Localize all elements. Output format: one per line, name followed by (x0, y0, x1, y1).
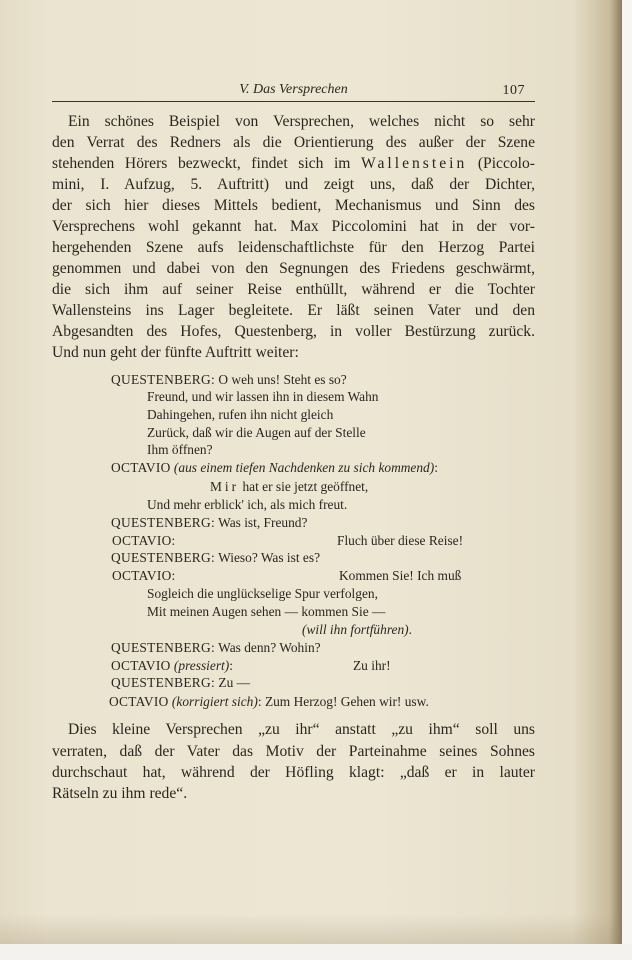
dialogue-line (111, 549, 320, 567)
dialogue-line (111, 459, 438, 477)
dialogue-line (111, 639, 321, 657)
text-line: Rätseln zu ihm rede“. (52, 785, 188, 802)
text-line: hergehenden Szene aufs leidenschaftlichste für den Herzog Partei (52, 239, 535, 256)
header-rule (52, 101, 535, 102)
stage-direction: (pressiert) (173, 658, 230, 673)
speaker: OCTAVIO: (112, 533, 176, 548)
dialogue-line: Mit meinen Augen sehen — kommen Sie — (147, 604, 386, 619)
speech: Zu — (218, 675, 251, 690)
dialogue-line (111, 674, 250, 692)
speech: hat er sie jetzt geöffnet, (239, 479, 369, 494)
text-line: mini, I. Aufzug, 5. Auftritt) und zeigt uns, daß der Dichter, (52, 176, 535, 193)
text-line: Abgesandten des Hofes, Questenberg, in voller Bestürzung zurück. (52, 323, 535, 340)
dialogue-line: Und mehr erblick' ich, als mich freut. (147, 497, 348, 512)
text-line: verraten, daß der Vater das Motiv der Parteinahme seines Sohnes (52, 743, 535, 760)
stage-direction: (aus einem tiefen Nachdenken zu sich kommend) (173, 460, 435, 475)
dialogue-line (302, 621, 412, 639)
dialogue-line (112, 567, 462, 585)
dialogue-line: Ihm öffnen? (147, 442, 213, 457)
speech: Was ist, Freund? (218, 515, 308, 530)
stage-direction: (will ihn fortführen) (302, 622, 409, 637)
colon: : (257, 694, 262, 709)
dialogue-line: Freund, und wir lassen ihn in diesem Wahn (147, 389, 379, 404)
text-line: den Verrat des Redners als die Orientierung des außer der Szene (52, 134, 535, 151)
colon: : (229, 658, 233, 673)
speaker: QUESTENBERG: (111, 675, 216, 690)
dialogue-line (111, 514, 307, 532)
text-line: die sich ihm auf seiner Reise enthüllt, während er die Tochter (52, 281, 535, 298)
speaker: OCTAVIO (111, 658, 171, 673)
dialogue-line: Sogleich die unglückselige Spur verfolgen, (147, 586, 378, 601)
stage-direction: (korrigiert sich) (171, 694, 258, 709)
dialogue-line: Dahingehen, rufen ihn nicht gleich (147, 407, 334, 422)
speech: Zu ihr! (353, 658, 391, 673)
text-line: Versprechens wohl gekannt hat. Max Piccolomini hat in der vor- (52, 218, 535, 235)
dialogue-line (111, 371, 347, 389)
dialogue-line (112, 532, 464, 550)
speaker: OCTAVIO (111, 460, 171, 475)
speech: Wieso? Was ist es? (218, 550, 321, 565)
text-segment: (Piccolo- (467, 155, 535, 172)
speech: Kommen Sie! Ich muß (339, 568, 462, 583)
spaced-title-wallenstein: Wallenstein (361, 155, 468, 172)
spaced-word: Mir (210, 479, 240, 494)
dialogue-line: Zurück, daß wir die Augen auf der Stelle (147, 425, 366, 440)
text-line: Dies kleine Versprechen „zu ihr“ anstatt „zu ihm“ soll uns (68, 721, 535, 738)
speaker: QUESTENBERG: (111, 550, 216, 565)
speech: Fluch über diese Reise! (337, 533, 464, 548)
page-number: 107 (502, 83, 525, 98)
speech: Was denn? Wohin? (218, 640, 321, 655)
scan-margin (622, 0, 632, 944)
speech: Zum Herzog! Gehen wir! usw. (264, 694, 429, 709)
colon: : (434, 460, 438, 475)
dialogue-line (210, 478, 368, 496)
text-segment: stehenden Hörers bezweckt, findet sich im (52, 155, 362, 172)
running-header-title: V. Das Versprechen (239, 82, 348, 97)
text-line: der sich hier dieses Mittels bedient, Mechanismus und Sinn des (52, 197, 535, 214)
speaker: OCTAVIO: (112, 568, 176, 583)
speaker: QUESTENBERG: (111, 515, 216, 530)
text-line: durchschaut hat, während der Höfling klagt: „daß er in lauter (52, 764, 535, 781)
period: . (408, 622, 412, 637)
text-line: genommen und dabei von den Segnungen des Friedens geschwärmt, (52, 260, 535, 277)
speech: O weh uns! Steht es so? (218, 372, 347, 387)
text-line (52, 154, 535, 174)
text-line: Und nun geht der fünfte Auftritt weiter: (52, 344, 299, 361)
text-line: Ein schönes Beispiel von Versprechen, welches nicht so sehr (68, 113, 535, 130)
speaker: QUESTENBERG: (111, 372, 216, 387)
dialogue-line (109, 693, 429, 711)
speaker: QUESTENBERG: (111, 640, 216, 655)
text-line: Wallensteins ins Lager begleitete. Er läßt seinen Vater und den (52, 302, 535, 319)
dialogue-line (111, 657, 411, 675)
speaker: OCTAVIO (109, 694, 169, 709)
